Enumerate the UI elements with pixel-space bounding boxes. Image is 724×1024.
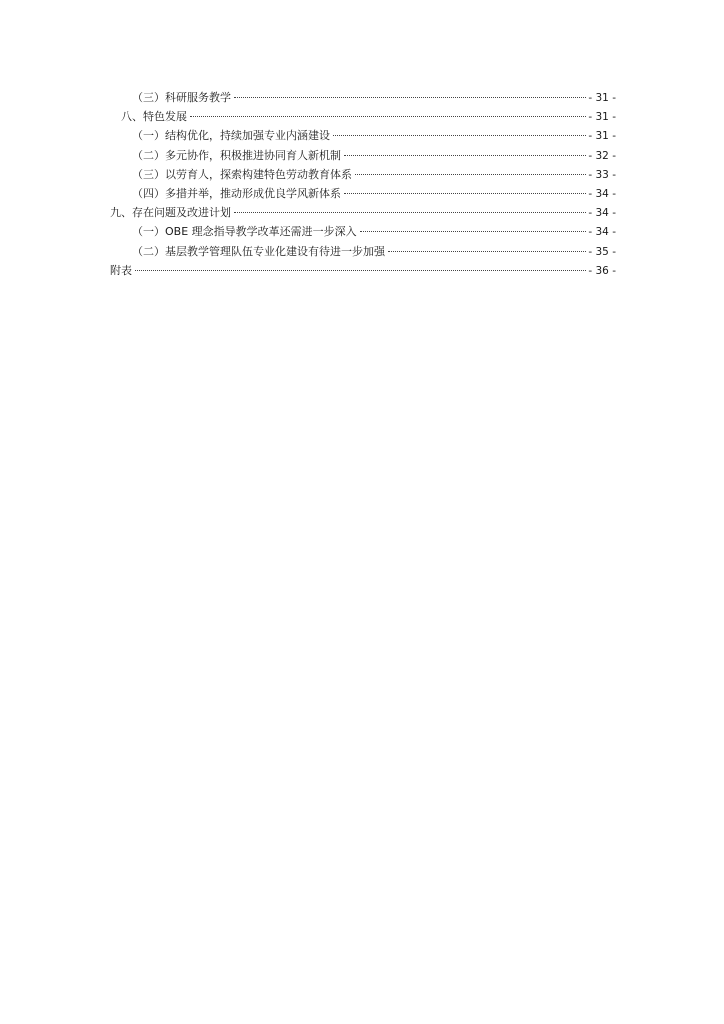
toc-entry[interactable] xyxy=(110,261,616,280)
toc-entry-page: - 32 - xyxy=(588,149,616,162)
toc-entry[interactable] xyxy=(110,184,616,203)
toc-dot-leader xyxy=(355,174,586,175)
toc-entry-title: （二）基层教学管理队伍专业化建设有待进一步加强 xyxy=(132,244,385,258)
toc-entry-title: 八、特色发展 xyxy=(121,110,187,124)
toc-entry[interactable] xyxy=(110,242,616,261)
toc-entry-page: - 31 - xyxy=(588,92,616,104)
toc-entry[interactable] xyxy=(110,146,616,165)
toc-entry-title: （一）OBE 理念指导教学改革还需进一步深入 xyxy=(132,225,357,239)
toc-dot-leader xyxy=(344,193,586,194)
toc-entry-page: - 31 - xyxy=(588,130,616,143)
toc-entry[interactable] xyxy=(110,203,616,222)
toc-dot-leader xyxy=(234,212,586,213)
toc-entry-page: - 35 - xyxy=(588,245,616,258)
toc-entry-page: - 31 - xyxy=(588,111,616,124)
toc-dot-leader xyxy=(234,97,586,98)
toc-entry-page: - 33 - xyxy=(588,168,616,181)
toc-dot-leader xyxy=(388,251,586,252)
toc-entry-title: （三）科研服务教学 xyxy=(132,91,231,104)
toc-entry-page: - 36 - xyxy=(588,264,616,277)
toc-entry-title: （一）结构优化，持续加强专业内涵建设 xyxy=(132,129,330,143)
toc-entry[interactable] xyxy=(110,88,616,107)
toc-entry-page: - 34 - xyxy=(588,187,616,200)
toc-entry-title: （二）多元协作，积极推进协同育人新机制 xyxy=(132,148,341,162)
toc-entry-page: - 34 - xyxy=(588,207,616,220)
toc-entry[interactable] xyxy=(110,126,616,145)
toc-dot-leader xyxy=(344,155,586,156)
toc-entry-title: 九、存在问题及改进计划 xyxy=(110,206,231,220)
table-of-contents xyxy=(110,88,616,280)
toc-dot-leader xyxy=(333,135,586,136)
toc-entry[interactable] xyxy=(110,165,616,184)
toc-entry[interactable] xyxy=(110,222,616,241)
toc-entry[interactable] xyxy=(110,107,616,126)
toc-dot-leader xyxy=(135,270,586,271)
toc-dot-leader xyxy=(190,116,586,117)
toc-entry-page: - 34 - xyxy=(588,226,616,239)
toc-entry-title: （三）以劳育人，探索构建特色劳动教育体系 xyxy=(132,167,352,181)
toc-dot-leader xyxy=(360,231,587,232)
toc-entry-title: （四）多措并举，推动形成优良学风新体系 xyxy=(132,186,341,200)
toc-entry-title: 附表 xyxy=(110,263,132,277)
